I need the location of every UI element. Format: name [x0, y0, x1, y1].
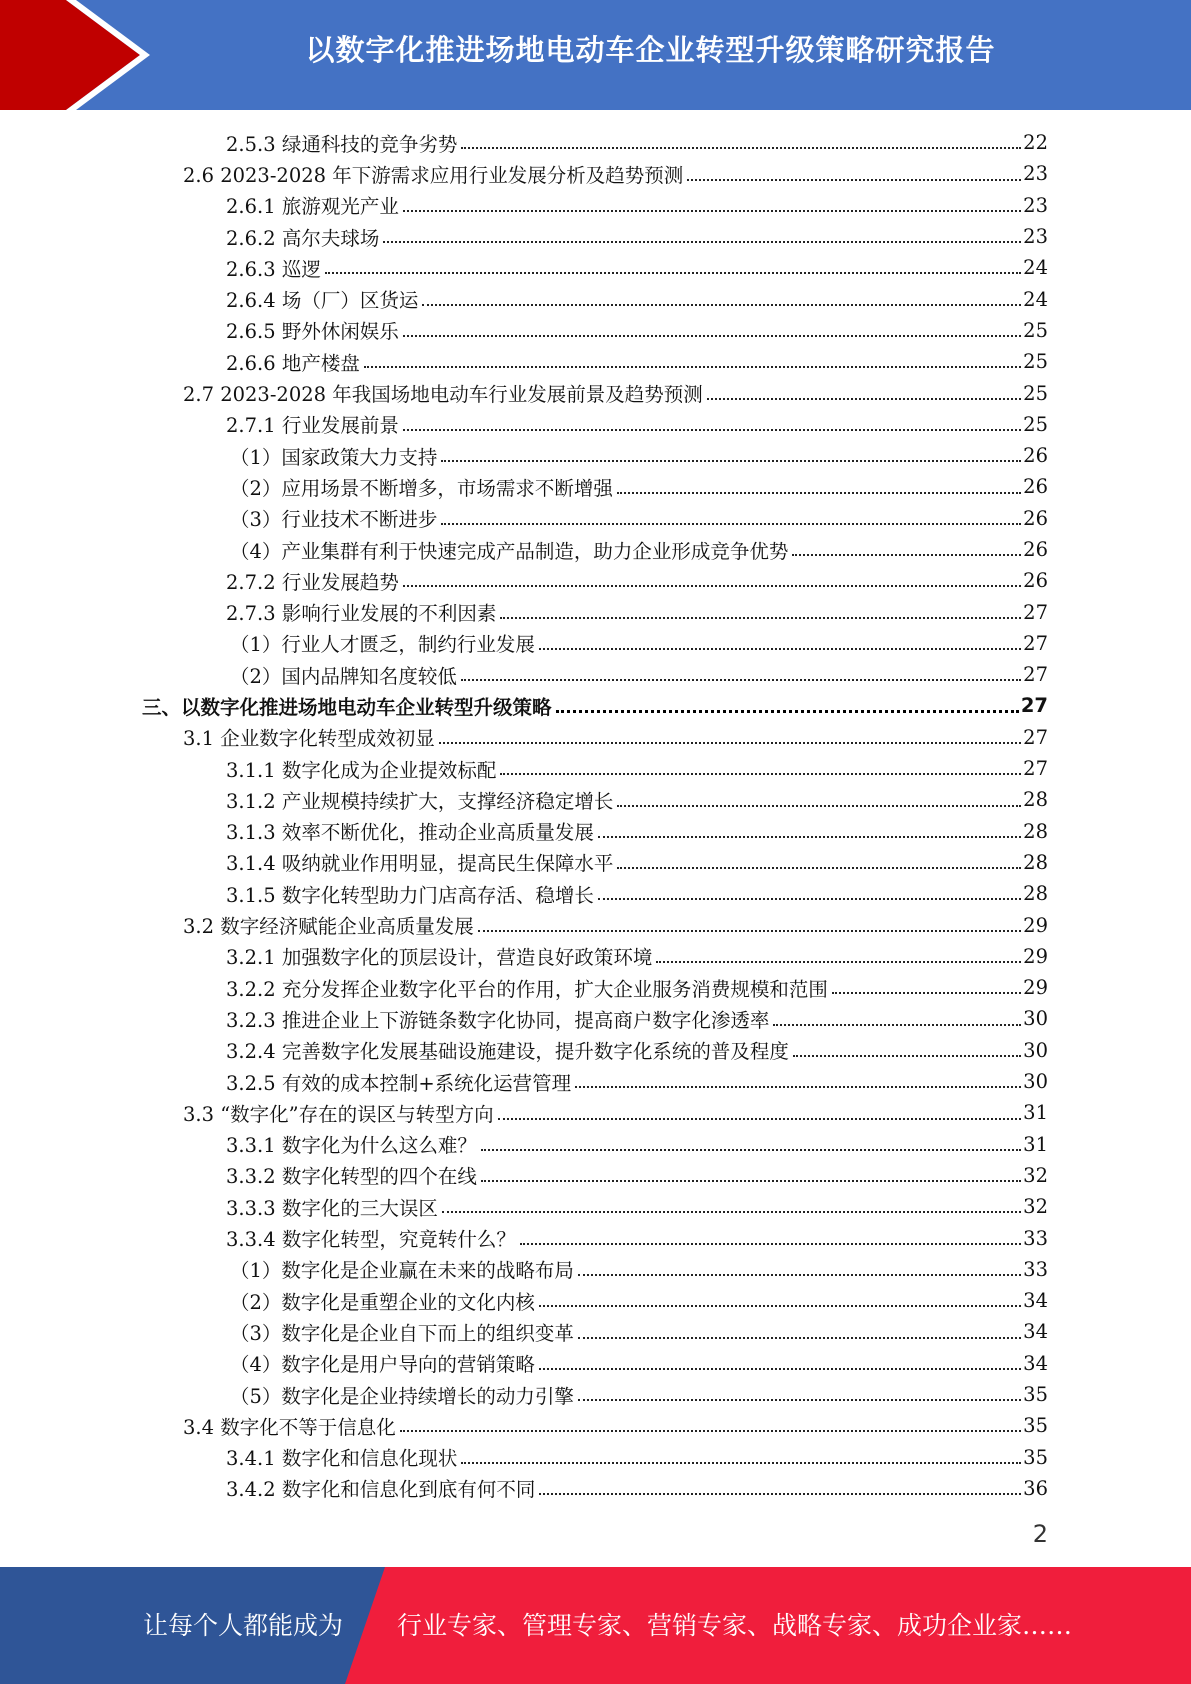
toc-entry-label: 3.3.3 数字化的三大误区 [226, 1196, 438, 1220]
toc-dot-leader [575, 1085, 1021, 1088]
toc-entry-label: 2.6 2023-2028 年下游需求应用行业发展分析及趋势预测 [183, 163, 684, 187]
toc-entry[interactable] [0, 1348, 1048, 1379]
toc-dot-leader [539, 1304, 1021, 1307]
toc-entry-page: 24 [1023, 287, 1048, 311]
toc-entry-label: （2）应用场景不断增多，市场需求不断增强 [230, 476, 613, 500]
toc-entry-page: 27 [1023, 725, 1048, 749]
toc-entry-label: （3）数字化是企业自下而上的组织变革 [230, 1321, 574, 1345]
toc-entry[interactable] [0, 471, 1048, 502]
table-of-contents [0, 127, 1191, 1504]
toc-entry-page: 28 [1023, 819, 1048, 843]
toc-entry-page: 33 [1023, 1257, 1048, 1281]
toc-dot-leader [461, 1461, 1021, 1464]
toc-entry[interactable] [0, 1316, 1048, 1347]
toc-entry-label: （1）行业人才匮乏，制约行业发展 [230, 633, 535, 657]
toc-dot-leader [478, 929, 1021, 932]
toc-entry-page: 26 [1023, 506, 1048, 530]
toc-entry-label: （3）行业技术不断进步 [230, 508, 438, 532]
toc-entry[interactable] [0, 409, 1048, 440]
toc-entry-label: 3.4 数字化不等于信息化 [183, 1415, 396, 1439]
toc-entry-label: （4）数字化是用户导向的营销策略 [230, 1353, 535, 1377]
toc-entry[interactable] [0, 1473, 1048, 1504]
toc-dot-leader [687, 178, 1021, 181]
toc-dot-leader [498, 1117, 1022, 1120]
toc-entry-label: （2）数字化是重塑企业的文化内核 [230, 1290, 535, 1314]
toc-entry-page: 29 [1023, 913, 1048, 937]
toc-entry[interactable] [0, 909, 1048, 940]
toc-entry-page: 28 [1023, 788, 1048, 812]
toc-entry-label: 3.1.5 数字化转型助力门店高存活、稳增长 [226, 883, 594, 907]
toc-entry-label: （1）国家政策大力支持 [230, 445, 438, 469]
toc-entry-page: 35 [1023, 1445, 1048, 1469]
toc-entry-label: 3.4.2 数字化和信息化到底有何不同 [226, 1478, 536, 1502]
toc-entry-page: 26 [1023, 538, 1048, 561]
toc-dot-leader [442, 1210, 1021, 1213]
toc-dot-leader [400, 1429, 1021, 1432]
toc-entry-page: 30 [1023, 1007, 1048, 1031]
toc-dot-leader [578, 1273, 1021, 1276]
toc-entry-page: 27 [1023, 757, 1048, 781]
toc-dot-leader [403, 334, 1021, 337]
toc-entry-label: （4）产业集群有利于快速完成产品制造，助力企业形成竞争优势 [230, 539, 789, 563]
toc-dot-leader [617, 804, 1021, 807]
toc-dot-leader [617, 491, 1021, 494]
toc-entry[interactable] [0, 1129, 1048, 1160]
toc-entry[interactable] [0, 941, 1048, 972]
toc-entry-label: 2.7 2023-2028 年我国场地电动车行业发展前景及趋势预测 [183, 383, 703, 407]
toc-dot-leader [461, 146, 1021, 149]
toc-dot-leader [461, 678, 1021, 681]
toc-entry[interactable] [0, 1379, 1048, 1410]
toc-entry-label: 2.6.1 旅游观光产业 [226, 195, 399, 219]
toc-entry-page: 30 [1023, 1038, 1048, 1062]
toc-entry-label: 3.3 “数字化”存在的误区与转型方向 [183, 1102, 494, 1126]
toc-entry[interactable] [0, 158, 1048, 189]
toc-entry[interactable] [0, 690, 1048, 721]
toc-dot-leader [403, 584, 1021, 587]
toc-dot-leader [422, 303, 1021, 306]
toc-dot-leader [793, 1054, 1021, 1057]
toc-dot-leader [325, 271, 1021, 274]
toc-entry-page: 24 [1023, 256, 1048, 280]
toc-dot-leader [707, 397, 1021, 400]
toc-dot-leader [439, 741, 1021, 744]
toc-entry-label: （5）数字化是企业持续增长的动力引擎 [230, 1384, 574, 1408]
toc-entry-label: 3.3.2 数字化转型的四个在线 [226, 1165, 477, 1189]
toc-entry-page: 31 [1023, 1101, 1048, 1125]
footer-slogan-left: 让每个人都能成为 [143, 1611, 344, 1640]
toc-entry-label: 2.7.2 行业发展趋势 [226, 570, 399, 594]
toc-entry-label: 三、以数字化推进场地电动车企业转型升级策略 [142, 695, 552, 719]
toc-entry-page: 32 [1023, 1195, 1048, 1219]
toc-entry-label: 3.2.5 有效的成本控制+系统化运营管理 [226, 1071, 572, 1095]
toc-entry[interactable] [0, 346, 1048, 377]
toc-dot-leader [539, 1367, 1021, 1370]
toc-entry[interactable] [0, 972, 1048, 1003]
toc-entry[interactable] [0, 534, 1048, 565]
toc-entry-page: 31 [1023, 1132, 1048, 1156]
page-footer [0, 1567, 1191, 1684]
toc-entry[interactable] [0, 1097, 1048, 1128]
toc-dot-leader [441, 522, 1021, 525]
toc-entry-page: 23 [1023, 193, 1048, 217]
toc-entry[interactable] [0, 377, 1048, 408]
toc-dot-leader [656, 960, 1021, 963]
toc-entry[interactable] [0, 878, 1048, 909]
toc-entry[interactable] [0, 816, 1048, 847]
toc-entry-page: 26 [1023, 444, 1048, 468]
toc-entry-label: 3.2.1 加强数字化的顶层设计，营造良好政策环境 [226, 946, 653, 970]
toc-entry-page: 35 [1023, 1383, 1048, 1407]
toc-entry-page: 28 [1023, 850, 1048, 874]
toc-dot-leader [383, 240, 1021, 243]
toc-dot-leader [578, 1398, 1021, 1401]
footer-slogan-right: 行业专家、管理专家、营销专家、战略专家、成功企业家…… [397, 1611, 1073, 1640]
toc-dot-leader [500, 772, 1021, 775]
toc-entry-page: 36 [1023, 1476, 1048, 1500]
toc-dot-leader [403, 428, 1021, 431]
toc-entry-label: 3.4.1 数字化和信息化现状 [226, 1447, 458, 1471]
toc-entry[interactable] [0, 1410, 1048, 1441]
toc-entry[interactable] [0, 753, 1048, 784]
toc-dot-leader [832, 991, 1021, 994]
toc-entry-label: 2.7.1 行业发展前景 [226, 414, 399, 438]
toc-entry-label: 3.2.2 充分发挥企业数字化平台的作用，扩大企业服务消费规模和范围 [226, 977, 828, 1001]
toc-entry-page: 25 [1023, 412, 1048, 436]
toc-entry-label: 2.6.6 地产楼盘 [226, 351, 360, 375]
toc-entry-label: 2.6.2 高尔夫球场 [226, 226, 380, 250]
toc-entry-page: 25 [1023, 350, 1048, 374]
toc-entry[interactable] [0, 596, 1048, 627]
toc-entry[interactable] [0, 722, 1048, 753]
toc-dot-leader [598, 897, 1021, 900]
toc-entry-page: 34 [1023, 1351, 1048, 1375]
toc-entry-page: 26 [1023, 569, 1048, 593]
toc-entry-page: 29 [1023, 944, 1048, 968]
toc-entry-label: 3.2.3 推进企业上下游链条数字化协同，提高商户数字化渗透率 [226, 1008, 770, 1032]
page-number: 2 [1032, 1520, 1048, 1548]
toc-dot-leader [520, 1242, 1021, 1245]
toc-entry-label: 3.2.4 完善数字化发展基础设施建设，提升数字化系统的普及程度 [226, 1040, 789, 1064]
toc-entry-label: 3.1 企业数字化转型成效初显 [183, 727, 435, 751]
toc-entry-page: 25 [1023, 318, 1048, 342]
toc-entry-label: 3.1.3 效率不断优化，推动企业高质量发展 [226, 821, 594, 845]
toc-entry-label: （1）数字化是企业赢在未来的战略布局 [230, 1259, 574, 1283]
toc-entry-page: 27 [1023, 600, 1048, 624]
toc-dot-leader [598, 835, 1021, 838]
toc-entry[interactable] [0, 1254, 1048, 1285]
toc-entry-page: 27 [1020, 694, 1048, 718]
toc-entry[interactable] [0, 628, 1048, 659]
toc-dot-leader [556, 709, 1019, 713]
toc-dot-leader [364, 365, 1021, 368]
toc-entry[interactable] [0, 127, 1048, 158]
toc-entry[interactable] [0, 1003, 1048, 1034]
toc-dot-leader [578, 1336, 1021, 1339]
toc-entry[interactable] [0, 659, 1048, 690]
toc-entry-label: 3.1.1 数字化成为企业提效标配 [226, 758, 497, 782]
toc-entry-page: 23 [1023, 225, 1048, 249]
toc-entry-label: 2.7.3 影响行业发展的不利因素 [226, 602, 497, 626]
toc-entry[interactable] [0, 1160, 1048, 1191]
toc-entry[interactable] [0, 1285, 1048, 1316]
toc-entry[interactable] [0, 503, 1048, 534]
toc-entry[interactable] [0, 283, 1048, 314]
toc-dot-leader [481, 1148, 1021, 1151]
toc-entry-page: 27 [1023, 663, 1048, 687]
toc-entry-page: 30 [1023, 1070, 1048, 1094]
toc-dot-leader [617, 866, 1021, 869]
toc-dot-leader [539, 1492, 1021, 1495]
toc-entry[interactable] [0, 252, 1048, 283]
toc-entry-label: 2.6.5 野外休闲娱乐 [226, 320, 399, 344]
toc-dot-leader [500, 616, 1021, 619]
toc-dot-leader [792, 553, 1021, 556]
toc-entry-label: 3.3.1 数字化为什么这么难？ [226, 1134, 477, 1158]
toc-entry-label: 2.6.3 巡逻 [226, 257, 321, 281]
toc-entry-page: 34 [1023, 1289, 1048, 1313]
toc-entry-page: 28 [1023, 882, 1048, 906]
toc-dot-leader [539, 647, 1021, 650]
toc-entry[interactable] [0, 190, 1048, 221]
toc-entry[interactable] [0, 1066, 1048, 1097]
toc-entry[interactable] [0, 1035, 1048, 1066]
toc-entry-page: 23 [1023, 162, 1048, 186]
toc-entry-label: 2.6.4 场（厂）区货运 [226, 289, 419, 313]
toc-entry[interactable] [0, 1441, 1048, 1472]
red-arrow-logo [0, 0, 160, 110]
toc-entry-label: 3.1.2 产业规模持续扩大，支撑经济稳定增长 [226, 789, 614, 813]
toc-dot-leader [481, 1179, 1021, 1182]
toc-entry[interactable] [0, 565, 1048, 596]
toc-entry-label: （2）国内品牌知名度较低 [230, 664, 457, 688]
toc-entry-page: 25 [1023, 381, 1048, 405]
toc-entry-page: 32 [1023, 1163, 1048, 1187]
toc-entry-page: 29 [1023, 976, 1048, 1000]
page-header [0, 0, 1191, 110]
toc-entry[interactable] [0, 315, 1048, 346]
toc-entry[interactable] [0, 847, 1048, 878]
report-title: 以数字化推进场地电动车企业转型升级策略研究报告 [305, 33, 996, 67]
toc-entry-page: 26 [1023, 475, 1048, 499]
toc-entry[interactable] [0, 1222, 1048, 1253]
toc-entry-label: 3.1.4 吸纳就业作用明显，提高民生保障水平 [226, 852, 614, 876]
toc-entry[interactable] [0, 784, 1048, 815]
toc-entry-label: 3.2 数字经济赋能企业高质量发展 [183, 915, 474, 939]
toc-entry-page: 27 [1023, 631, 1048, 655]
toc-dot-leader [403, 209, 1021, 212]
toc-entry-page: 33 [1023, 1226, 1048, 1250]
toc-entry-page: 35 [1023, 1414, 1048, 1438]
toc-entry[interactable] [0, 221, 1048, 252]
toc-entry-label: 3.3.4 数字化转型，究竟转什么？ [226, 1228, 516, 1252]
toc-entry-label: 2.5.3 绿通科技的竞争劣势 [226, 132, 458, 156]
toc-dot-leader [773, 1023, 1021, 1026]
toc-entry[interactable] [0, 1191, 1048, 1222]
toc-entry[interactable] [0, 440, 1048, 471]
toc-entry-page: 22 [1023, 131, 1048, 155]
toc-entry-page: 34 [1023, 1320, 1048, 1344]
toc-dot-leader [441, 459, 1021, 462]
